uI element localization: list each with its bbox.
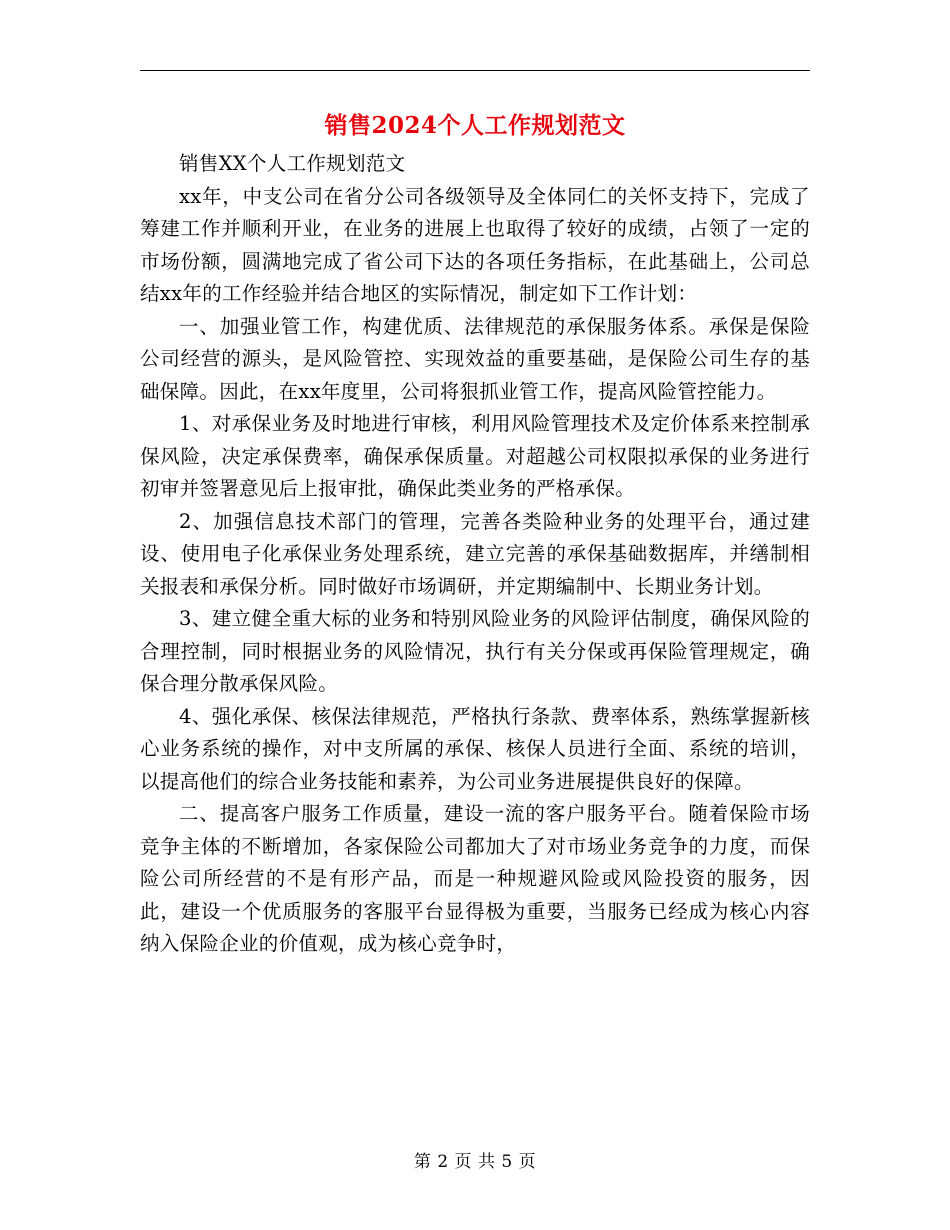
subtitle-paragraph: 销售XX个人工作规划范文 <box>179 152 406 175</box>
page-footer: 第 2 页 共 5 页 <box>413 1152 537 1172</box>
item-one-paragraph: 1、对承保业务及时地进行审核，利用风险管理技术及定价体系来控制承保风险，决定承保费率，确保承保质量。对超越公司权限拟承保的业务进行初审并签署意见后上报审批，确保此类业务的严格承保。 <box>140 412 810 500</box>
document-body <box>140 148 810 961</box>
header-rule <box>140 70 810 71</box>
section-two-paragraph: 二、提高客户服务工作质量，建设一流的客户服务平台。随着保险市场竞争主体的不断增加，各家保险公司都加大了对市场业务竞争的力度，而保险公司所经营的不是有形产品，而是一种规避风险或风险投资的服务，因此，建设一个优质服务的客服平台显得极为重要，当服务已经成为核心内容纳入保险企业的价值观，成为核心竞争时， <box>140 802 810 955</box>
item-three-paragraph: 3、建立健全重大标的业务和特别风险业务的风险评估制度，确保风险的合理控制，同时根据业务的风险情况，执行有关分保或再保险管理规定，确保合理分散承保风险。 <box>140 607 810 695</box>
section-one-paragraph: 一、加强业管工作，构建优质、法律规范的承保服务体系。承保是保险公司经营的源头，是风险管控、实现效益的重要基础，是保险公司生存的基础保障。因此，在xx年度里，公司将狠抓业管工作，提高风险管控能力。 <box>140 314 810 403</box>
item-two-paragraph: 2、加强信息技术部门的管理，完善各类险种业务的处理平台，通过建设、使用电子化承保业务处理系统，建立完善的承保基础数据库，并缮制相关报表和承保分析。同时做好市场调研，并定期编制中、长期业务计划。 <box>140 509 810 598</box>
intro-paragraph: xx年，中支公司在省分公司各级领导及全体同仁的关怀支持下，完成了筹建工作并顺利开业，在业务的进展上也取得了较好的成绩，占领了一定的市场份额，圆满地完成了省公司下达的各项任务指标，在此基础上，公司总结xx年的工作经验并结合地区的实际情况，制定如下工作计划： <box>140 184 810 305</box>
document-title: 销售2024个人工作规划范文 <box>324 112 626 139</box>
item-four-paragraph: 4、强化承保、核保法律规范，严格执行条款、费率体系，熟练掌握新核心业务系统的操作，对中支所属的承保、核保人员进行全面、系统的培训，以提高他们的综合业务技能和素养，为公司业务进展提供良好的保障。 <box>140 704 810 793</box>
